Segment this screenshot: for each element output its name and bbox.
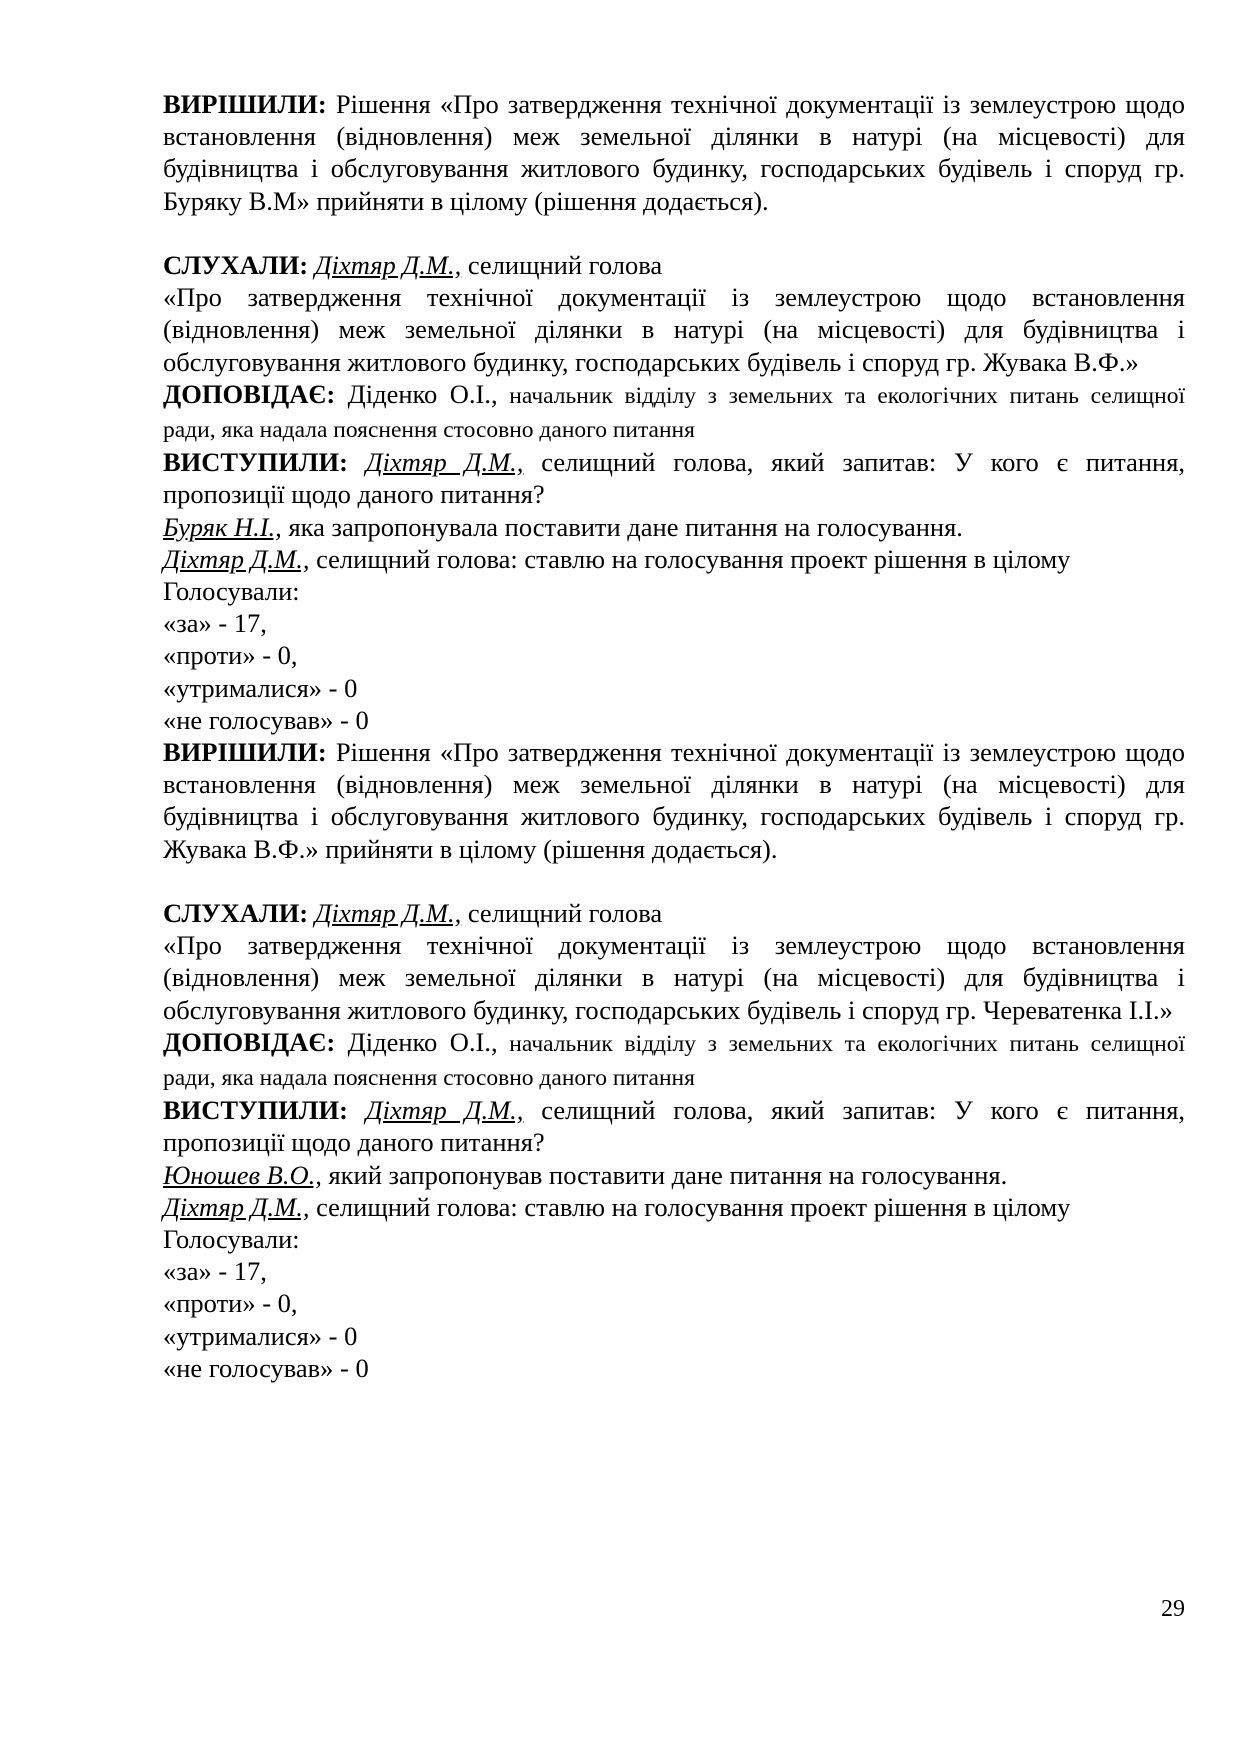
section-gap: [163, 217, 1185, 249]
resolved-label: ВИРІШИЛИ:: [163, 89, 327, 119]
proposer-line: [163, 1159, 1185, 1191]
vote-for: «за» - 17,: [163, 1256, 267, 1287]
document-page: [163, 88, 1185, 1384]
resolution-paragraph: [163, 88, 1185, 217]
chair-text: селищний голова: ставлю на голосування проект рішення в цілому: [309, 1191, 1071, 1222]
proposer-line: [163, 511, 1185, 543]
resolution-text: Рішення «Про затвердження технічної документації із землеустрою щодо встановлення (відновлення) меж земельної ділянки в натурі (на місцевості) для будівництва і обслуговування житлового будинку, господарських будівель і споруд гр. Буряку В.М» прийняти в цілому (рішення додається).: [163, 89, 1185, 216]
heard-label: СЛУХАЛИ:: [163, 250, 309, 280]
chair-text: селищний голова: ставлю на голосування проект рішення в цілому: [309, 543, 1071, 574]
reporter-role: начальник відділу з земельних та екологічних питань селищної ради, яка надала пояснення стосовно даного питання: [163, 382, 1185, 444]
resolution-text: Рішення «Про затвердження технічної документації із землеустрою щодо встановлення (відновлення) меж земельної ділянки в натурі (на місцевості) для будівництва і обслуговування житлового будинку, господарських будівель і споруд гр. Жувака В.Ф.» прийняти в цілому (рішення додається).: [163, 737, 1185, 864]
speaker-name: Діхтяр Д.М.,: [314, 898, 462, 929]
chair-name: Діхтяр Д.М.,: [163, 1191, 310, 1222]
voted-label: Голосували:: [163, 576, 300, 607]
report-label: ДОПОВІДАЄ:: [163, 1026, 336, 1057]
proposer-name: Буряк Н.І.,: [163, 511, 282, 542]
heard-line: [163, 897, 1185, 929]
speaker-role: селищний голова: [461, 250, 663, 280]
section-gap: [163, 865, 1185, 897]
report-label: ДОПОВІДАЄ:: [163, 378, 336, 409]
speaker-role: селищний голова: [461, 898, 663, 929]
spoke-text: селищний голова, який запитав: У кого є питання, пропозиції щодо даного питання?: [163, 1095, 1186, 1158]
spoke-paragraph: [163, 446, 1185, 510]
resolved-label: ВИРІШИЛИ:: [163, 737, 327, 768]
reporter-name: Діденко О.І.,: [335, 1026, 498, 1057]
report-paragraph: [163, 1026, 1185, 1094]
spoke-paragraph: [163, 1094, 1185, 1158]
proposer-text: який запропонував поставити дане питання на голосування.: [321, 1159, 1008, 1190]
spoke-name: Діхтяр Д.М.,: [365, 1095, 524, 1126]
spoke-text: селищний голова, який запитав: У кого є питання, пропозиції щодо даного питання?: [163, 447, 1186, 510]
agenda-topic: «Про затвердження технічної документації із землеустрою щодо встановлення (відновлення) меж земельної ділянки в натурі (на місцевості) для будівництва і обслуговування житлового будинку, господарських будівель і споруд гр. Череватенка І.І.»: [163, 930, 1185, 1025]
spoke-name: Діхтяр Д.М.,: [365, 447, 524, 478]
chair-line: [163, 1191, 1185, 1223]
agenda-topic: «Про затвердження технічної документації із землеустрою щодо встановлення (відновлення) меж земельної ділянки в натурі (на місцевості) для будівництва і обслуговування житлового будинку, господарських будівель і споруд гр. Жувака В.Ф.»: [163, 282, 1185, 377]
spoke-label: ВИСТУПИЛИ:: [163, 1095, 348, 1126]
report-paragraph: [163, 378, 1185, 446]
proposer-text: яка запропонувала поставити дане питання на голосування.: [281, 511, 963, 542]
vote-against: «проти» - 0,: [163, 640, 298, 671]
heard-label: СЛУХАЛИ:: [163, 898, 309, 929]
resolution-paragraph: [163, 736, 1185, 865]
spoke-label: ВИСТУПИЛИ:: [163, 447, 348, 478]
vote-abstain: «утрималися» - 0: [163, 1320, 358, 1351]
chair-name: Діхтяр Д.М.,: [163, 543, 310, 574]
voted-label: Голосували:: [163, 1224, 300, 1255]
vote-not-voted: «не голосував» - 0: [163, 1352, 369, 1383]
reporter-name: Діденко О.І.,: [335, 378, 498, 409]
vote-abstain: «утрималися» - 0: [163, 672, 358, 703]
proposer-name: Юношев В.О.,: [163, 1159, 322, 1190]
vote-not-voted: «не голосував» - 0: [163, 704, 369, 735]
vote-against: «проти» - 0,: [163, 1288, 298, 1319]
heard-line: [163, 249, 1185, 281]
speaker-name: Діхтяр Д.М.,: [314, 250, 462, 280]
chair-line: [163, 543, 1185, 575]
page-number: 29: [1161, 1596, 1185, 1622]
vote-for: «за» - 17,: [163, 608, 267, 639]
reporter-role: начальник відділу з земельних та екологічних питань селищної ради, яка надала пояснення стосовно даного питання: [163, 1030, 1185, 1092]
